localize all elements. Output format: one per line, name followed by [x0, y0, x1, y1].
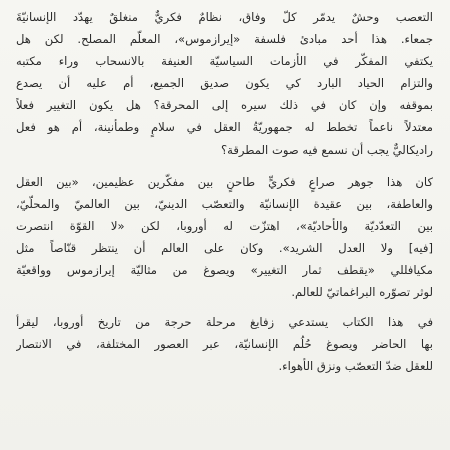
text-line: جمعاء. هذا أحد مبادئ فلسفة «إيرازموس»، المعلّم المصلح. لكن هل — [16, 32, 433, 47]
paragraph-gap — [16, 303, 433, 311]
text-line: في هذا الكتاب يستدعي زفايغ مرحلة حرجة من تاريخ أوروبا، ليقرأ — [16, 315, 433, 330]
text-line: بموقفه وإن كان في ذلك سيره إلى المحرقة؟ هل يكون التغيير فعلاً — [16, 98, 433, 113]
text-line: يكتفي المفكّر في الأزمات السياسيّة العنيفة بالانسحاب وراء مكتبه — [16, 54, 433, 69]
paragraph-conflict — [16, 171, 433, 304]
paragraph-intro — [16, 6, 433, 161]
text-line: والعاطفة، بين عقيدة الإنسانيّة والتعصّب الدينيّ، بين العالميّ والمحلّيّ، — [16, 196, 433, 211]
text-line: معتدلاً ناعماً تخطط له جمهوريّةُ العقل في سلامٍ وطمأنينة، أم هو فعل — [16, 120, 433, 135]
text-line: والتزام الحياد البارد كي يكون صديق الجميع، أم عليه أن يصدع — [16, 76, 433, 91]
text-line: لوثر تصوّره البراغماتيّ للعالم. — [291, 285, 433, 300]
text-line: التعصب وحشٌ يدمّر كلّ وفاق، نظامٌ فكريٌّ منغلقٌ يهدّد الإنسانيّةَ — [16, 10, 433, 24]
text-line: [فيه] ولا العدل الشريد». وكان على العالم أن ينتظر قنّاصاً مثل — [16, 240, 433, 255]
text-line: كان هذا جوهر صراعٍ فكريٍّ طاحنٍ بين مفكّرين عظيمين، «بين العقل — [16, 174, 433, 189]
paragraph-book — [16, 311, 433, 377]
text-line: راديكاليٌّ يجب أن نسمع فيه صوت المطرقة؟ — [220, 142, 433, 157]
text-line: بين التعدّديّة والأحاديّة»، اهتزّت له أوروبا، لكن «لا القوّة انتصرت — [16, 218, 433, 233]
text-line: للعقل ضدّ التعصّب ونزق الأهواء. — [278, 359, 433, 374]
text-line: مكيافللي «يقطف ثمار التغيير» ويصوغ من مثاليّة إيرازموس وواقعيّة — [16, 263, 433, 278]
text-line: بها الحاضر ويصوغ حُلُم الإنسانيّة، عبر العصور المختلفة، في الانتصار — [16, 337, 433, 352]
paragraph-gap — [16, 161, 433, 171]
